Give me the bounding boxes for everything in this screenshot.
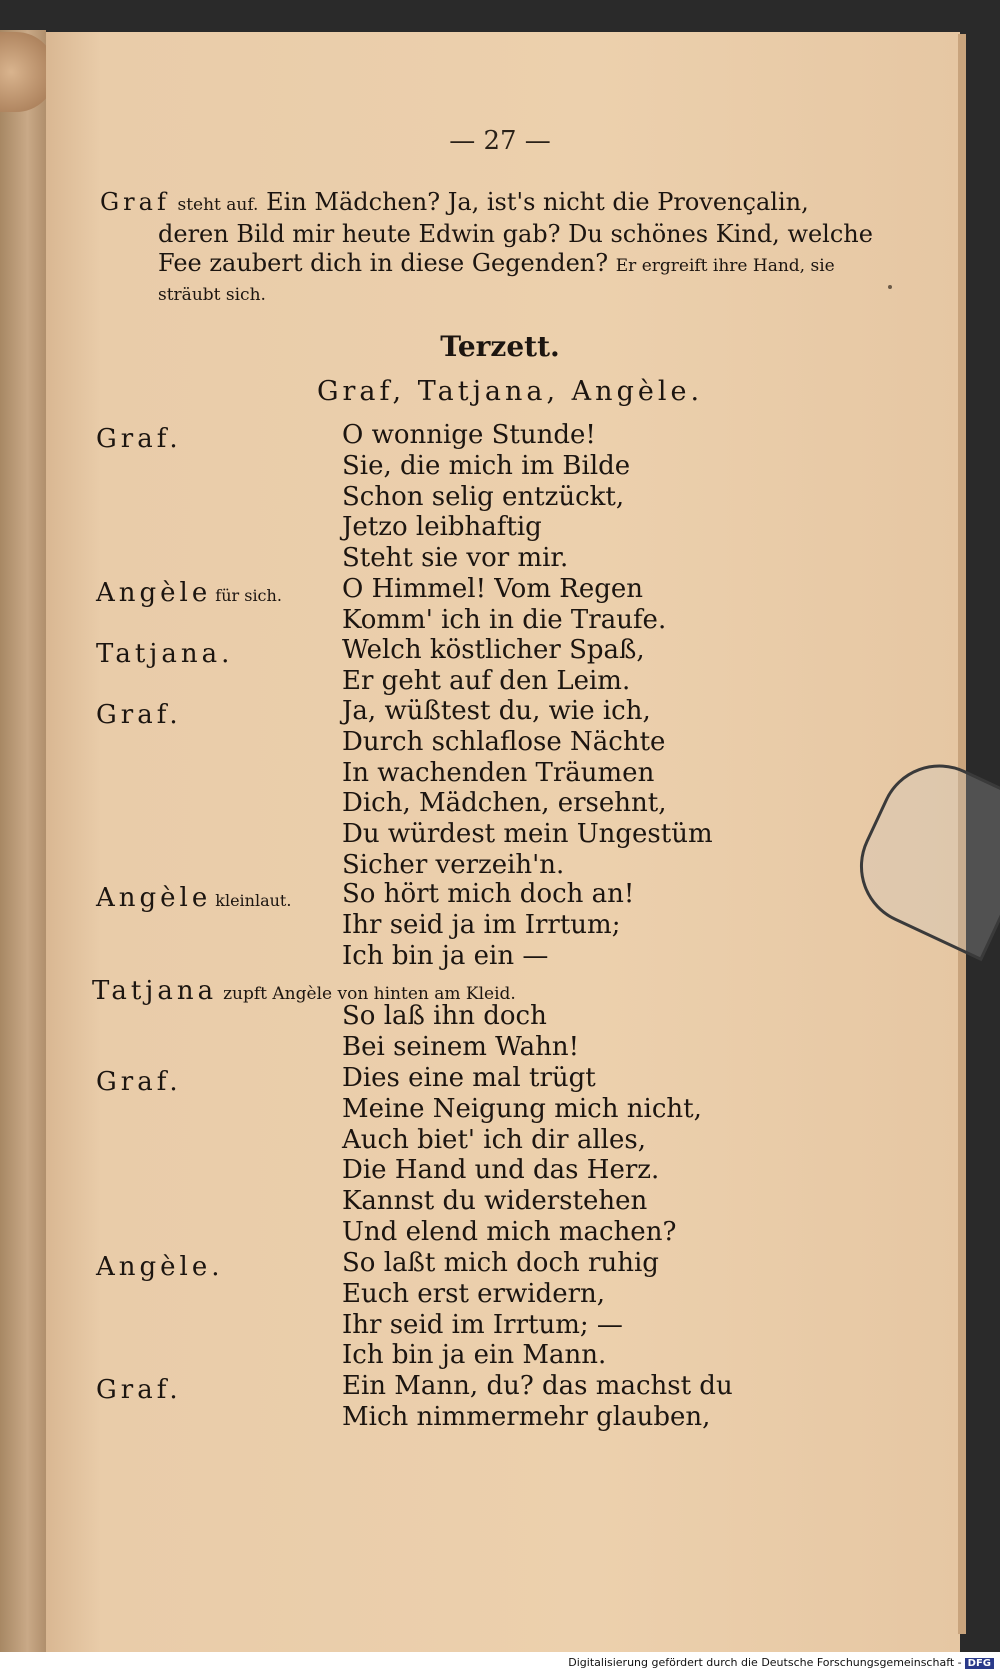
stage-direction-line-4: sträubt sich. <box>158 285 266 305</box>
verse-block <box>342 1248 659 1371</box>
speaker-name: Graf. <box>96 700 182 730</box>
characters-line: Graf, Tatjana, Angèle. <box>316 376 704 407</box>
speaker-name: Angèle. <box>96 1252 224 1282</box>
stage-direction-text: Ein Mädchen? Ja, ist's nicht die Provençalin, <box>266 188 809 216</box>
verse-line: Dies eine mal trügt <box>342 1063 596 1093</box>
stage-direction-note: steht auf. <box>177 195 259 215</box>
speaker-label <box>96 424 182 454</box>
stage-direction-line-3-note: Er ergreift ihre Hand, sie <box>615 256 835 276</box>
stage-direction-line-2: deren Bild mir heute Edwin gab? Du schönes Kind, welche <box>158 220 873 248</box>
speaker-name: Tatjana. <box>96 639 234 669</box>
verse-line: Bei seinem Wahn! <box>342 1031 580 1062</box>
verse-block <box>342 1063 702 1248</box>
verse-line: Er geht auf den Leim. <box>342 665 631 696</box>
speaker-label <box>96 1067 182 1097</box>
verse-line: Ihr seid ja im Irrtum; <box>342 909 621 940</box>
section-title: Terzett. <box>440 330 560 363</box>
speaker-label <box>96 639 233 669</box>
speaker-label <box>96 1375 182 1405</box>
verse-line: O wonnige Stunde! <box>342 420 596 450</box>
verse-line: So hört mich doch an! <box>342 879 635 909</box>
verse-line: Und elend mich machen? <box>342 1216 677 1247</box>
verse-line: So laßt mich doch ruhig <box>342 1248 659 1278</box>
verse-block <box>342 696 713 881</box>
speaker-label <box>96 578 282 608</box>
verse-line: Ihr seid im Irrtum; — <box>342 1309 623 1340</box>
speaker-note: zupft Angèle von hinten am Kleid. <box>223 984 516 1004</box>
verse-line: Mich nimmermehr glauben, <box>342 1401 711 1432</box>
verse-line: Auch biet' ich dir alles, <box>342 1124 646 1155</box>
verse-block <box>342 635 645 697</box>
speaker-name: Tatjana <box>92 976 218 1006</box>
speaker-note: für sich. <box>215 586 282 605</box>
speaker-name: Graf. <box>96 1375 182 1405</box>
verse-line: Kannst du widerstehen <box>342 1186 648 1217</box>
stage-direction-speaker: Graf <box>100 188 170 216</box>
verse-block <box>342 879 634 971</box>
verse-line: Sie, die mich im Bilde <box>342 450 631 481</box>
verse-line: O Himmel! Vom Regen <box>342 574 643 604</box>
speaker-label <box>96 883 291 913</box>
verse-block <box>342 1371 733 1433</box>
verse-line: Jetzo leibhaftig <box>342 512 542 543</box>
verse-line: Ich bin ja ein Mann. <box>342 1340 607 1371</box>
footer-text: Digitalisierung gefördert durch die Deutsche Forschungsgemeinschaft - <box>568 1656 962 1669</box>
verse-line: In wachenden Träumen <box>342 757 655 788</box>
verse-line: Die Hand und das Herz. <box>342 1155 660 1186</box>
verse-block <box>342 574 666 636</box>
speaker-label <box>96 700 182 730</box>
dfg-logo: DFG <box>965 1658 994 1669</box>
speaker-name: Graf. <box>96 1067 182 1097</box>
verse-line: So laß ihn doch <box>342 1001 547 1031</box>
digitization-footer <box>568 1656 994 1669</box>
verse-line: Durch schlaflose Nächte <box>342 726 666 757</box>
previous-page-edge <box>0 30 46 1652</box>
stage-direction-line-3-text: Fee zaubert dich in diese Gegenden? <box>158 249 609 277</box>
speaker-label <box>96 1252 224 1282</box>
verse-block <box>342 1001 579 1063</box>
verse-line: Du würdest mein Ungestüm <box>342 819 713 850</box>
verse-line: Ein Mann, du? das machst du <box>342 1371 733 1401</box>
verse-line: Meine Neigung mich nicht, <box>342 1093 702 1124</box>
verse-line: Ich bin ja ein — <box>342 940 549 971</box>
verse-line: Dich, Mädchen, ersehnt, <box>342 788 667 819</box>
verse-line: Steht sie vor mir. <box>342 543 569 574</box>
speaker-name: Angèle <box>96 578 212 608</box>
verse-line: Schon selig entzückt, <box>342 481 625 512</box>
page-number: — 27 — <box>449 126 551 156</box>
verse-block <box>342 420 630 574</box>
stage-direction-line-1 <box>100 188 890 220</box>
speaker-note: kleinlaut. <box>215 891 292 910</box>
speaker-name: Graf. <box>96 424 182 454</box>
speaker-name: Angèle <box>96 883 212 913</box>
verse-line: Ja, wüßtest du, wie ich, <box>342 696 651 726</box>
verse-line: Welch köstlicher Spaß, <box>342 635 645 665</box>
stage-direction-line-3 <box>100 249 890 281</box>
stage-direction <box>100 188 890 310</box>
verse-line: Euch erst erwidern, <box>342 1278 606 1309</box>
verse-line: Komm' ich in die Traufe. <box>342 604 667 635</box>
verse-line: Sicher verzeih'n. <box>342 849 565 880</box>
